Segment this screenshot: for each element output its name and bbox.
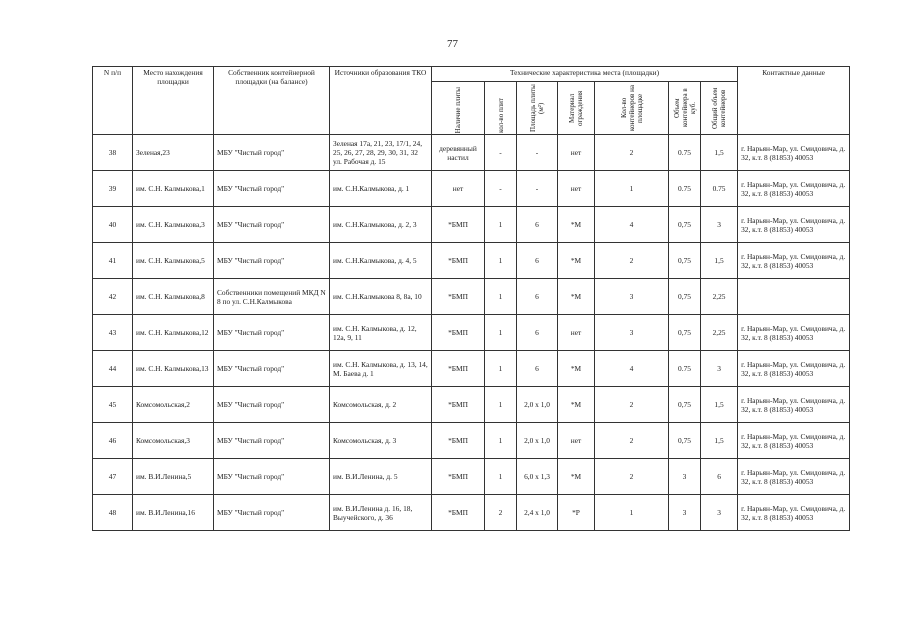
cell-count: 1 bbox=[595, 171, 669, 207]
cell-total-volume: 3 bbox=[701, 207, 738, 243]
cell-total-volume: 2,25 bbox=[701, 279, 738, 315]
header-sub-label: кол-во плит bbox=[496, 98, 505, 133]
cell-location: Комсомольская,2 bbox=[133, 387, 214, 423]
cell-count: 3 bbox=[595, 279, 669, 315]
cell-num: 45 bbox=[93, 387, 133, 423]
cell-owner: МБУ "Чистый город" bbox=[214, 171, 330, 207]
cell-volume: 0.75 bbox=[669, 171, 701, 207]
cell-qty: - bbox=[485, 171, 517, 207]
cell-plate: *БМП bbox=[432, 279, 485, 315]
cell-plate: *БМП bbox=[432, 315, 485, 351]
cell-volume: 0,75 bbox=[669, 243, 701, 279]
cell-fence: *М bbox=[558, 459, 595, 495]
header-tech: Технические характеристика места (площадки) bbox=[432, 67, 738, 82]
header-sub bbox=[558, 82, 595, 135]
table-row bbox=[93, 207, 850, 243]
cell-volume: 3 bbox=[669, 459, 701, 495]
cell-contact: г. Нарьян-Мар, ул. Смидовича, д. 32, к.т. 8 (81853) 40053 bbox=[738, 459, 850, 495]
cell-plate: *БМП bbox=[432, 387, 485, 423]
header-sub bbox=[595, 82, 669, 135]
cell-count: 2 bbox=[595, 243, 669, 279]
cell-owner: МБУ "Чистый город" bbox=[214, 423, 330, 459]
cell-total-volume: 3 bbox=[701, 495, 738, 531]
table-row bbox=[93, 171, 850, 207]
cell-contact: г. Нарьян-Мар, ул. Смидовича, д. 32, к.т. 8 (81853) 40053 bbox=[738, 207, 850, 243]
cell-contact: г. Нарьян-Мар, ул. Смидовича, д. 32, к.т. 8 (81853) 40053 bbox=[738, 495, 850, 531]
cell-contact: г. Нарьян-Мар, ул. Смидовича, д. 32, к.т. 8 (81853) 40053 bbox=[738, 171, 850, 207]
cell-contact: г. Нарьян-Мар, ул. Смидовича, д. 32, к.т. 8 (81853) 40053 bbox=[738, 423, 850, 459]
cell-num: 42 bbox=[93, 279, 133, 315]
cell-location: им. С.Н. Калмыкова,13 bbox=[133, 351, 214, 387]
cell-location: им. В.И.Ленина,16 bbox=[133, 495, 214, 531]
cell-volume: 0,75 bbox=[669, 207, 701, 243]
cell-sources: им. С.Н.Калмыкова, д. 2, 3 bbox=[330, 207, 432, 243]
cell-volume: 0,75 bbox=[669, 279, 701, 315]
cell-num: 39 bbox=[93, 171, 133, 207]
cell-owner: МБУ "Чистый город" bbox=[214, 207, 330, 243]
cell-area: 6,0 х 1,3 bbox=[517, 459, 558, 495]
cell-total-volume: 2,25 bbox=[701, 315, 738, 351]
cell-sources: Зеленая 17а, 21, 23, 17/1, 24, 25, 26, 27, 28, 29, 30, 31, 32 ул. Рабочая д. 15 bbox=[330, 135, 432, 171]
cell-count: 2 bbox=[595, 423, 669, 459]
cell-fence: *М bbox=[558, 351, 595, 387]
cell-owner: МБУ "Чистый город" bbox=[214, 495, 330, 531]
cell-total-volume: 1,5 bbox=[701, 243, 738, 279]
page-number: 77 bbox=[447, 38, 458, 50]
cell-qty: 1 bbox=[485, 351, 517, 387]
cell-location: им. С.Н. Калмыкова,1 bbox=[133, 171, 214, 207]
cell-area: 6 bbox=[517, 243, 558, 279]
cell-total-volume: 1,5 bbox=[701, 135, 738, 171]
cell-count: 4 bbox=[595, 207, 669, 243]
cell-volume: 0,75 bbox=[669, 423, 701, 459]
cell-volume: 0.75 bbox=[669, 351, 701, 387]
cell-fence: *М bbox=[558, 279, 595, 315]
cell-fence: нет bbox=[558, 315, 595, 351]
header-sub-label: Кол-во контейнеров на площадке bbox=[619, 85, 644, 131]
cell-owner: МБУ "Чистый город" bbox=[214, 135, 330, 171]
header-location: Место нахождения площадки bbox=[133, 67, 214, 135]
cell-volume: 0,75 bbox=[669, 315, 701, 351]
cell-sources: им. С.Н. Калмыкова, д. 13, 14, М. Баева д. 1 bbox=[330, 351, 432, 387]
table-row bbox=[93, 387, 850, 423]
cell-fence: *Р bbox=[558, 495, 595, 531]
cell-num: 46 bbox=[93, 423, 133, 459]
container-sites-table bbox=[92, 66, 850, 531]
cell-area: 6 bbox=[517, 351, 558, 387]
cell-area: 2,0 х 1,0 bbox=[517, 423, 558, 459]
cell-fence: нет bbox=[558, 171, 595, 207]
cell-qty: 1 bbox=[485, 207, 517, 243]
cell-total-volume: 1,5 bbox=[701, 387, 738, 423]
cell-num: 44 bbox=[93, 351, 133, 387]
cell-count: 2 bbox=[595, 387, 669, 423]
cell-plate: *БМП bbox=[432, 207, 485, 243]
table-body bbox=[93, 135, 850, 531]
cell-fence: нет bbox=[558, 423, 595, 459]
cell-volume: 3 bbox=[669, 495, 701, 531]
cell-location: им. С.Н. Калмыкова,8 bbox=[133, 279, 214, 315]
cell-total-volume: 0.75 bbox=[701, 171, 738, 207]
cell-count: 3 bbox=[595, 315, 669, 351]
cell-volume: 0.75 bbox=[669, 135, 701, 171]
cell-qty: 1 bbox=[485, 279, 517, 315]
cell-volume: 0,75 bbox=[669, 387, 701, 423]
cell-count: 4 bbox=[595, 351, 669, 387]
cell-total-volume: 3 bbox=[701, 351, 738, 387]
cell-qty: - bbox=[485, 135, 517, 171]
cell-owner: Собственники помещений МКД N 8 по ул. С.Н.Калмыкова bbox=[214, 279, 330, 315]
cell-location: Комсомольская,3 bbox=[133, 423, 214, 459]
header-num: N п/п bbox=[93, 67, 133, 135]
cell-total-volume: 6 bbox=[701, 459, 738, 495]
cell-location: им. С.Н. Калмыкова,12 bbox=[133, 315, 214, 351]
header-sub bbox=[432, 82, 485, 135]
cell-owner: МБУ "Чистый город" bbox=[214, 459, 330, 495]
cell-contact: г. Нарьян-Мар, ул. Смидовича, д. 32, к.т. 8 (81853) 40053 bbox=[738, 243, 850, 279]
cell-contact: г. Нарьян-Мар, ул. Смидовича, д. 32, к.т. 8 (81853) 40053 bbox=[738, 351, 850, 387]
cell-contact: г. Нарьян-Мар, ул. Смидовича, д. 32, к.т. 8 (81853) 40053 bbox=[738, 387, 850, 423]
cell-fence: *М bbox=[558, 243, 595, 279]
cell-location: Зеленая,23 bbox=[133, 135, 214, 171]
cell-sources: им. С.Н. Калмыкова, д. 12, 12а, 9, 11 bbox=[330, 315, 432, 351]
table-row bbox=[93, 495, 850, 531]
table-row bbox=[93, 135, 850, 171]
cell-total-volume: 1,5 bbox=[701, 423, 738, 459]
cell-num: 43 bbox=[93, 315, 133, 351]
table-row bbox=[93, 243, 850, 279]
cell-contact: г. Нарьян-Мар, ул. Смидовича, д. 32, к.т. 8 (81853) 40053 bbox=[738, 135, 850, 171]
cell-owner: МБУ "Чистый город" bbox=[214, 315, 330, 351]
cell-qty: 1 bbox=[485, 423, 517, 459]
cell-area: - bbox=[517, 135, 558, 171]
cell-contact: г. Нарьян-Мар, ул. Смидовича, д. 32, к.т. 8 (81853) 40053 bbox=[738, 315, 850, 351]
cell-num: 48 bbox=[93, 495, 133, 531]
header-sub-label: Объем контейнера в куб. bbox=[672, 88, 697, 128]
cell-area: - bbox=[517, 171, 558, 207]
cell-sources: им. С.Н.Калмыкова, д. 1 bbox=[330, 171, 432, 207]
cell-fence: *М bbox=[558, 207, 595, 243]
header-sub bbox=[669, 82, 701, 135]
cell-area: 2,4 х 1,0 bbox=[517, 495, 558, 531]
cell-plate: *БМП bbox=[432, 351, 485, 387]
cell-num: 38 bbox=[93, 135, 133, 171]
cell-location: им. С.Н. Калмыкова,5 bbox=[133, 243, 214, 279]
table-row bbox=[93, 423, 850, 459]
table-row bbox=[93, 459, 850, 495]
cell-plate: нет bbox=[432, 171, 485, 207]
header-sub-label: Общий объем контейнеров bbox=[711, 87, 728, 129]
cell-qty: 1 bbox=[485, 387, 517, 423]
cell-plate: *БМП bbox=[432, 459, 485, 495]
cell-plate: деревянный настил bbox=[432, 135, 485, 171]
cell-plate: *БМП bbox=[432, 423, 485, 459]
cell-owner: МБУ "Чистый город" bbox=[214, 351, 330, 387]
cell-area: 2,0 х 1,0 bbox=[517, 387, 558, 423]
cell-location: им. В.И.Ленина,5 bbox=[133, 459, 214, 495]
cell-num: 40 bbox=[93, 207, 133, 243]
cell-num: 47 bbox=[93, 459, 133, 495]
table-row bbox=[93, 315, 850, 351]
header-sub bbox=[517, 82, 558, 135]
cell-sources: им. С.Н.Калмыкова 8, 8а, 10 bbox=[330, 279, 432, 315]
cell-area: 6 bbox=[517, 279, 558, 315]
header-sub bbox=[701, 82, 738, 135]
cell-sources: им. В.И.Ленина, д. 5 bbox=[330, 459, 432, 495]
cell-sources: Комсомольская, д. 3 bbox=[330, 423, 432, 459]
cell-num: 41 bbox=[93, 243, 133, 279]
cell-qty: 1 bbox=[485, 459, 517, 495]
cell-qty: 1 bbox=[485, 315, 517, 351]
cell-qty: 2 bbox=[485, 495, 517, 531]
table-row bbox=[93, 279, 850, 315]
cell-fence: *М bbox=[558, 387, 595, 423]
cell-contact bbox=[738, 279, 850, 315]
cell-plate: *БМП bbox=[432, 495, 485, 531]
cell-sources: Комсомольская, д. 2 bbox=[330, 387, 432, 423]
cell-owner: МБУ "Чистый город" bbox=[214, 387, 330, 423]
cell-area: 6 bbox=[517, 207, 558, 243]
header-sub-label: Площадь плиты (м²) bbox=[529, 84, 545, 132]
cell-location: им. С.Н. Калмыкова,3 bbox=[133, 207, 214, 243]
header-contacts: Контактные данные bbox=[738, 67, 850, 135]
header-sub-label: Наличие плиты bbox=[454, 86, 462, 133]
header-owner: Собственник контейнерной площадки (на балансе) bbox=[214, 67, 330, 135]
cell-qty: 1 bbox=[485, 243, 517, 279]
cell-plate: *БМП bbox=[432, 243, 485, 279]
cell-area: 6 bbox=[517, 315, 558, 351]
cell-count: 1 bbox=[595, 495, 669, 531]
cell-count: 2 bbox=[595, 459, 669, 495]
cell-fence: нет bbox=[558, 135, 595, 171]
table-row bbox=[93, 351, 850, 387]
cell-sources: им. С.Н.Калмыкова, д. 4, 5 bbox=[330, 243, 432, 279]
header-sub bbox=[485, 82, 517, 135]
cell-owner: МБУ "Чистый город" bbox=[214, 243, 330, 279]
cell-count: 2 bbox=[595, 135, 669, 171]
header-sub-label: Материал ограждения bbox=[568, 90, 584, 126]
cell-sources: им. В.И.Ленина д. 16, 18, Выучейского, д. 36 bbox=[330, 495, 432, 531]
header-sources: Источники образования ТКО bbox=[330, 67, 432, 135]
